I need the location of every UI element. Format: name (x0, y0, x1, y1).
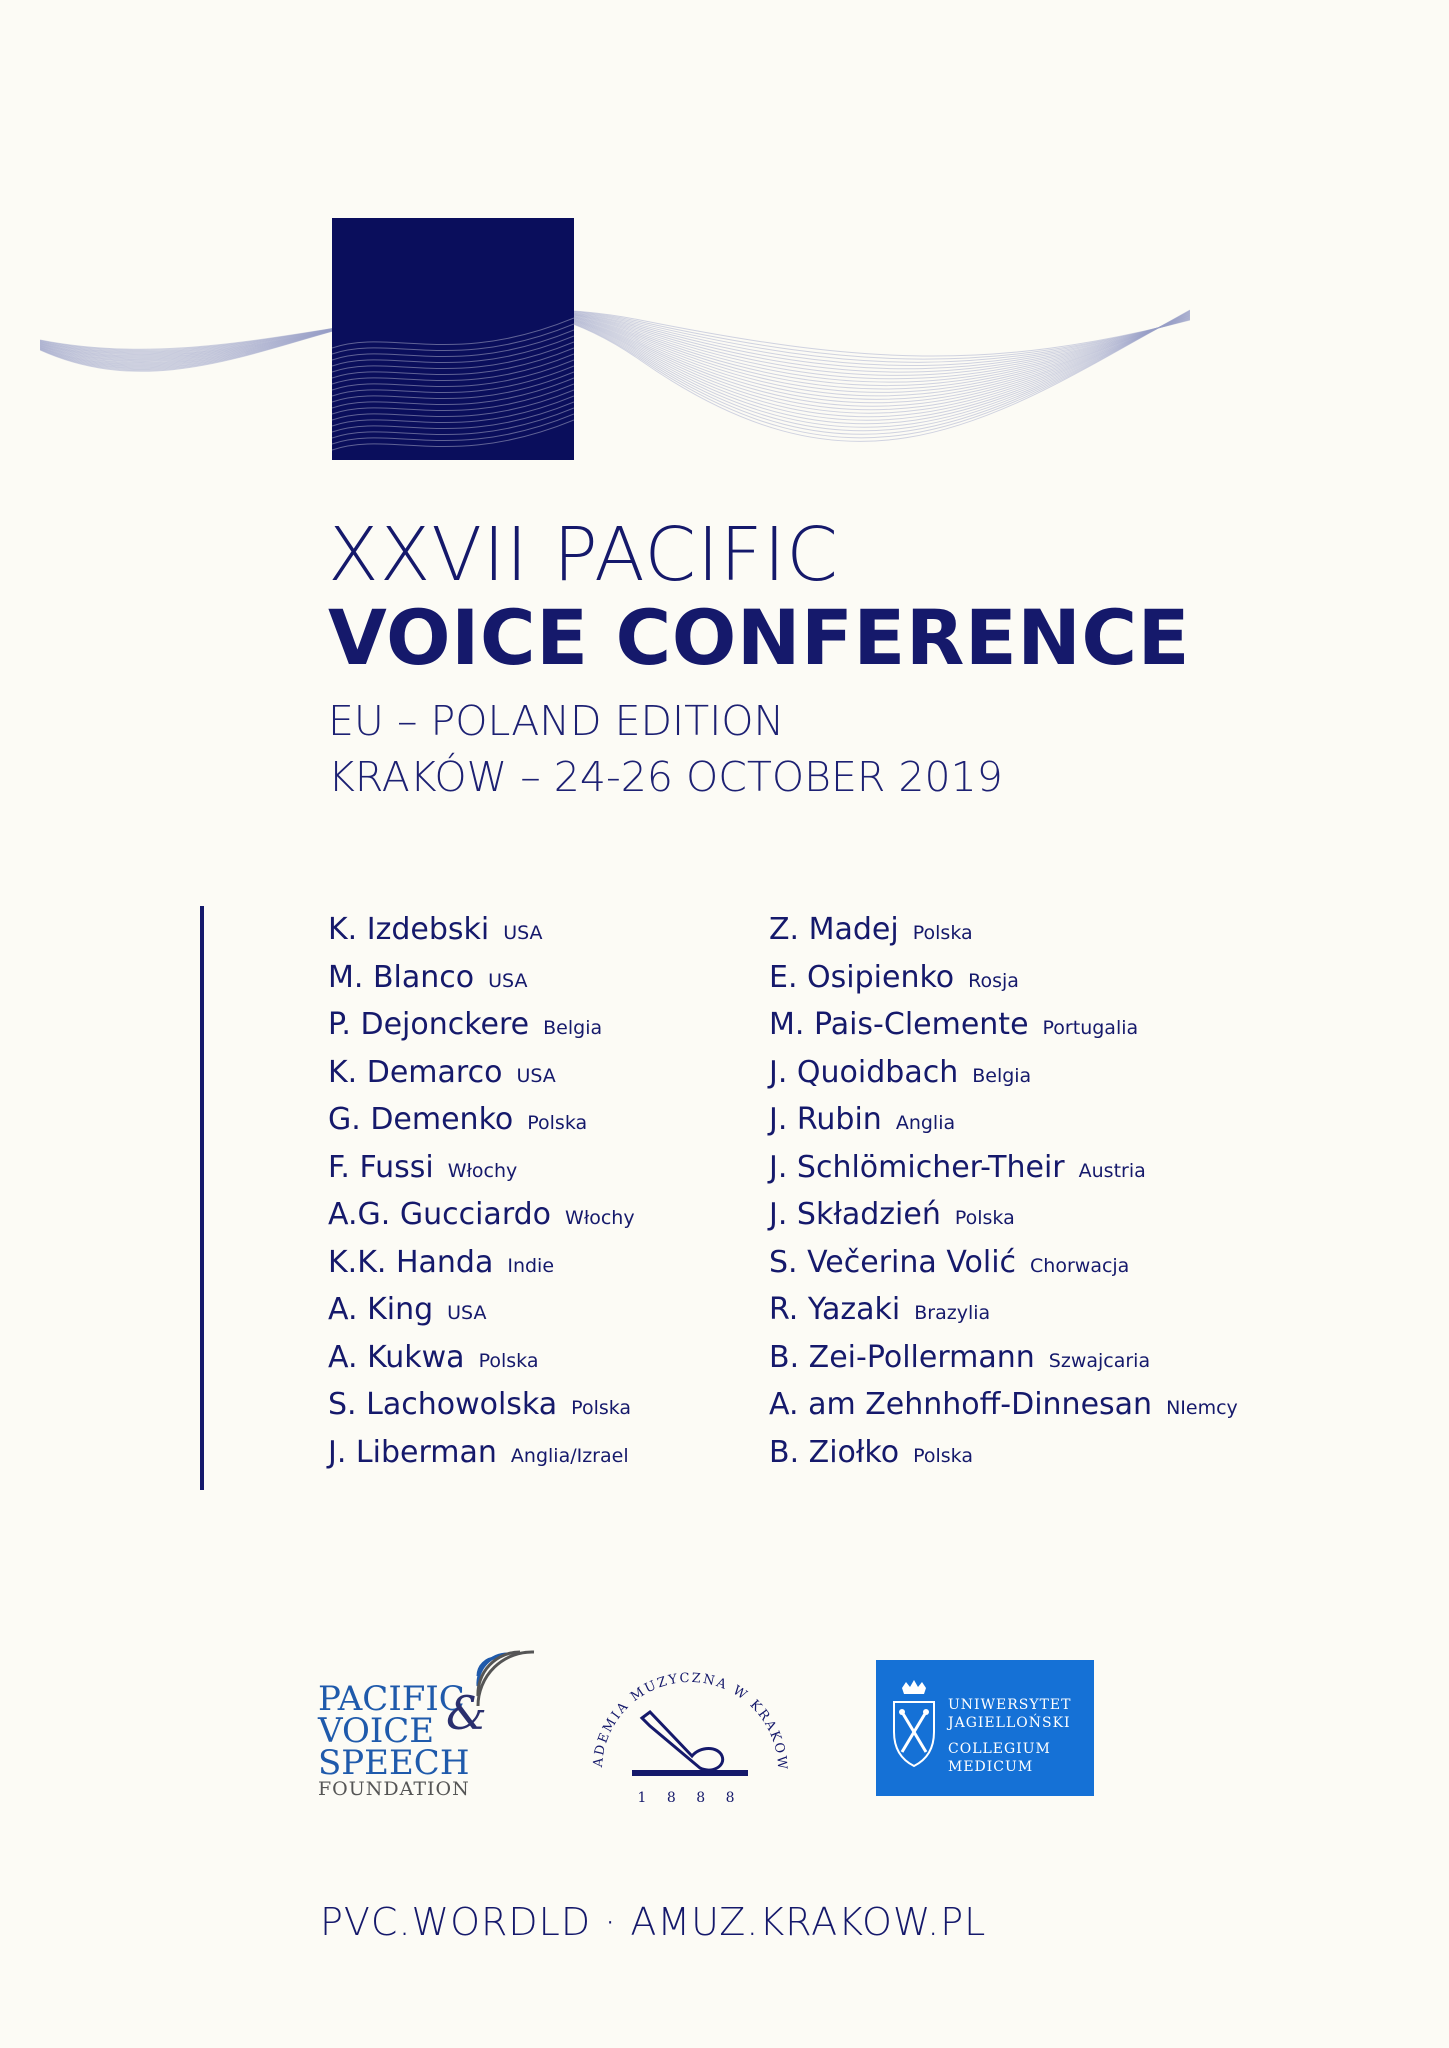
speaker-country: Polska (527, 1112, 588, 1134)
speaker-name: P. Dejonckere (328, 1007, 530, 1042)
speaker-row (769, 1197, 1238, 1245)
speaker-name: K. Izdebski (328, 912, 490, 947)
subtitle-edition: EU – POLAND EDITION (328, 697, 785, 745)
speaker-country: NIemcy (1166, 1397, 1238, 1419)
speaker-name: J. Rubin (769, 1102, 882, 1137)
akademia-arc-text: ADEMIA MUZYCZNA W KRAKOW (590, 1670, 790, 1772)
speaker-country: Polska (571, 1397, 632, 1419)
speaker-name: A. King (328, 1292, 434, 1327)
speaker-row (769, 1245, 1238, 1293)
svg-text:AKADEMIA MUZYCZNA W KRAKOWIE (580, 1640, 789, 1772)
speaker-name: K. Demarco (328, 1054, 503, 1090)
footer-urls: PVC.WORDLD · AMUZ.KRAKOW.PL (320, 1900, 987, 1944)
square-wave-line (332, 378, 574, 408)
speaker-name: S. Večerina Volić (769, 1244, 1017, 1280)
speaker-name: M. Blanco (328, 959, 475, 995)
speaker-name: B. Ziołko (769, 1434, 900, 1470)
speaker-country: Belgia (972, 1064, 1032, 1087)
speaker-name: J. Liberman (328, 1434, 497, 1470)
pvsf-line-3: SPEECH (318, 1743, 470, 1783)
subtitle-date: KRAKÓW – 24-26 OCTOBER 2019 (328, 753, 1003, 801)
speaker-name: A. am Zehnhoff-Dinnesan (769, 1387, 1153, 1422)
square-wave-line (332, 390, 574, 420)
speaker-country: Brazylia (914, 1302, 991, 1324)
akademia-muzyczna-logo (580, 1640, 800, 1820)
uj-line-4: MEDICUM (948, 1759, 1034, 1775)
speaker-country: Włochy (565, 1207, 635, 1229)
speaker-name: E. Osipienko (769, 959, 955, 995)
speaker-country: Anglia (895, 1112, 956, 1134)
uj-line-1: UNIWERSYTET (948, 1697, 1072, 1713)
speaker-row (328, 1387, 635, 1435)
speaker-country: USA (503, 922, 543, 944)
speaker-row (769, 1292, 1238, 1340)
speaker-country: Belgia (543, 1017, 603, 1039)
vertical-divider (200, 906, 204, 1490)
speakers-column-right (769, 912, 1238, 1482)
square-wave-line (332, 336, 574, 366)
uj-line-3: COLLEGIUM (948, 1741, 1051, 1757)
speaker-row (769, 1340, 1238, 1388)
speaker-row (769, 1387, 1238, 1435)
decorative-square (332, 218, 574, 460)
speaker-country: USA (516, 1064, 556, 1087)
speaker-name: J. Składzień (769, 1197, 941, 1232)
speaker-country: Indie (507, 1254, 555, 1277)
speaker-country: Rosja (968, 969, 1019, 992)
square-wave-line (332, 408, 574, 438)
speaker-row (328, 912, 635, 960)
conference-subtitle (328, 693, 1003, 805)
square-wave-line (332, 396, 574, 426)
speaker-row (769, 1102, 1238, 1150)
speaker-row (769, 1150, 1238, 1198)
speaker-name: B. Zei-Pollermann (769, 1339, 1035, 1375)
speaker-row (328, 1007, 635, 1055)
speaker-row (328, 960, 635, 1008)
speaker-row (328, 1150, 635, 1198)
square-wave-line (332, 420, 574, 450)
speaker-country: Austria (1078, 1159, 1146, 1182)
pvsf-ampersand: & (446, 1686, 487, 1740)
square-wave-line (332, 324, 574, 354)
uj-line-2: JAGIELLOŃSKI (948, 1715, 1071, 1731)
logos-row (0, 1640, 1449, 1820)
speaker-country: Szwajcaria (1048, 1349, 1151, 1372)
square-wave-line (332, 402, 574, 432)
speaker-row (328, 1435, 635, 1483)
square-wave-line (332, 318, 574, 348)
square-wave-line (332, 360, 574, 390)
speaker-name: A. Kukwa (328, 1339, 465, 1375)
speaker-country: Anglia/Izrael (510, 1444, 629, 1467)
pacific-voice-speech-logo (318, 1648, 538, 1808)
akademia-year: 1 8 8 8 (637, 1790, 743, 1806)
speaker-row (769, 960, 1238, 1008)
speaker-row (328, 1340, 635, 1388)
speaker-name: J. Schlömicher-Their (769, 1149, 1065, 1185)
speaker-row (328, 1055, 635, 1103)
speaker-row (328, 1292, 635, 1340)
square-wave-line (332, 384, 574, 414)
speaker-country: Włochy (447, 1159, 518, 1182)
speaker-country: Polska (954, 1207, 1015, 1229)
speaker-country: Portugalia (1042, 1017, 1139, 1039)
square-wave-lines (332, 218, 574, 460)
uniwersytet-jagiellonski-logo (876, 1660, 1094, 1796)
square-wave-line (332, 342, 574, 372)
speaker-row (769, 1055, 1238, 1103)
akademia-emblem (580, 1640, 800, 1820)
square-wave-line (332, 366, 574, 396)
pvsf-line-1: PACIFIC (318, 1679, 465, 1719)
wave-lines (40, 200, 1190, 490)
speaker-name: G. Demenko (328, 1102, 514, 1137)
speaker-name: K.K. Handa (328, 1244, 494, 1280)
speaker-country: Polska (913, 1444, 973, 1467)
speaker-name: M. Pais-Clemente (769, 1007, 1029, 1042)
speaker-country: USA (488, 969, 528, 992)
speaker-country: USA (447, 1302, 487, 1324)
speakers-column-left (328, 912, 635, 1482)
speaker-row (769, 1007, 1238, 1055)
speaker-name: F. Fussi (328, 1149, 434, 1185)
square-wave-line (332, 348, 574, 378)
pvsf-line-4: FOUNDATION (318, 1778, 470, 1800)
piano-base (632, 1770, 748, 1776)
piano-icon (642, 1712, 723, 1770)
speaker-country: Polska (478, 1349, 539, 1372)
conference-title (328, 512, 1328, 682)
square-wave-line (332, 330, 574, 360)
speaker-name: S. Lachowolska (328, 1387, 558, 1422)
crossed-scepters-icon (888, 1678, 940, 1778)
speaker-name: R. Yazaki (769, 1292, 901, 1327)
speaker-row (328, 1245, 635, 1293)
square-wave-line (332, 354, 574, 384)
speaker-country: Polska (912, 922, 973, 944)
speaker-country: Chorwacja (1030, 1254, 1130, 1277)
speaker-row (769, 1435, 1238, 1483)
speaker-row (328, 1197, 635, 1245)
title-line-2: VOICE CONFERENCE (328, 593, 1191, 682)
speaker-row (769, 912, 1238, 960)
speaker-row (328, 1102, 635, 1150)
title-line-1: XXVII PACIFIC (328, 512, 839, 598)
speaker-name: Z. Madej (769, 912, 899, 947)
square-wave-line (332, 414, 574, 444)
square-wave-line (332, 372, 574, 402)
pvsf-line-2: VOICE (318, 1711, 435, 1751)
speaker-name: A.G. Gucciardo (328, 1197, 552, 1232)
speaker-name: J. Quoidbach (769, 1054, 959, 1090)
